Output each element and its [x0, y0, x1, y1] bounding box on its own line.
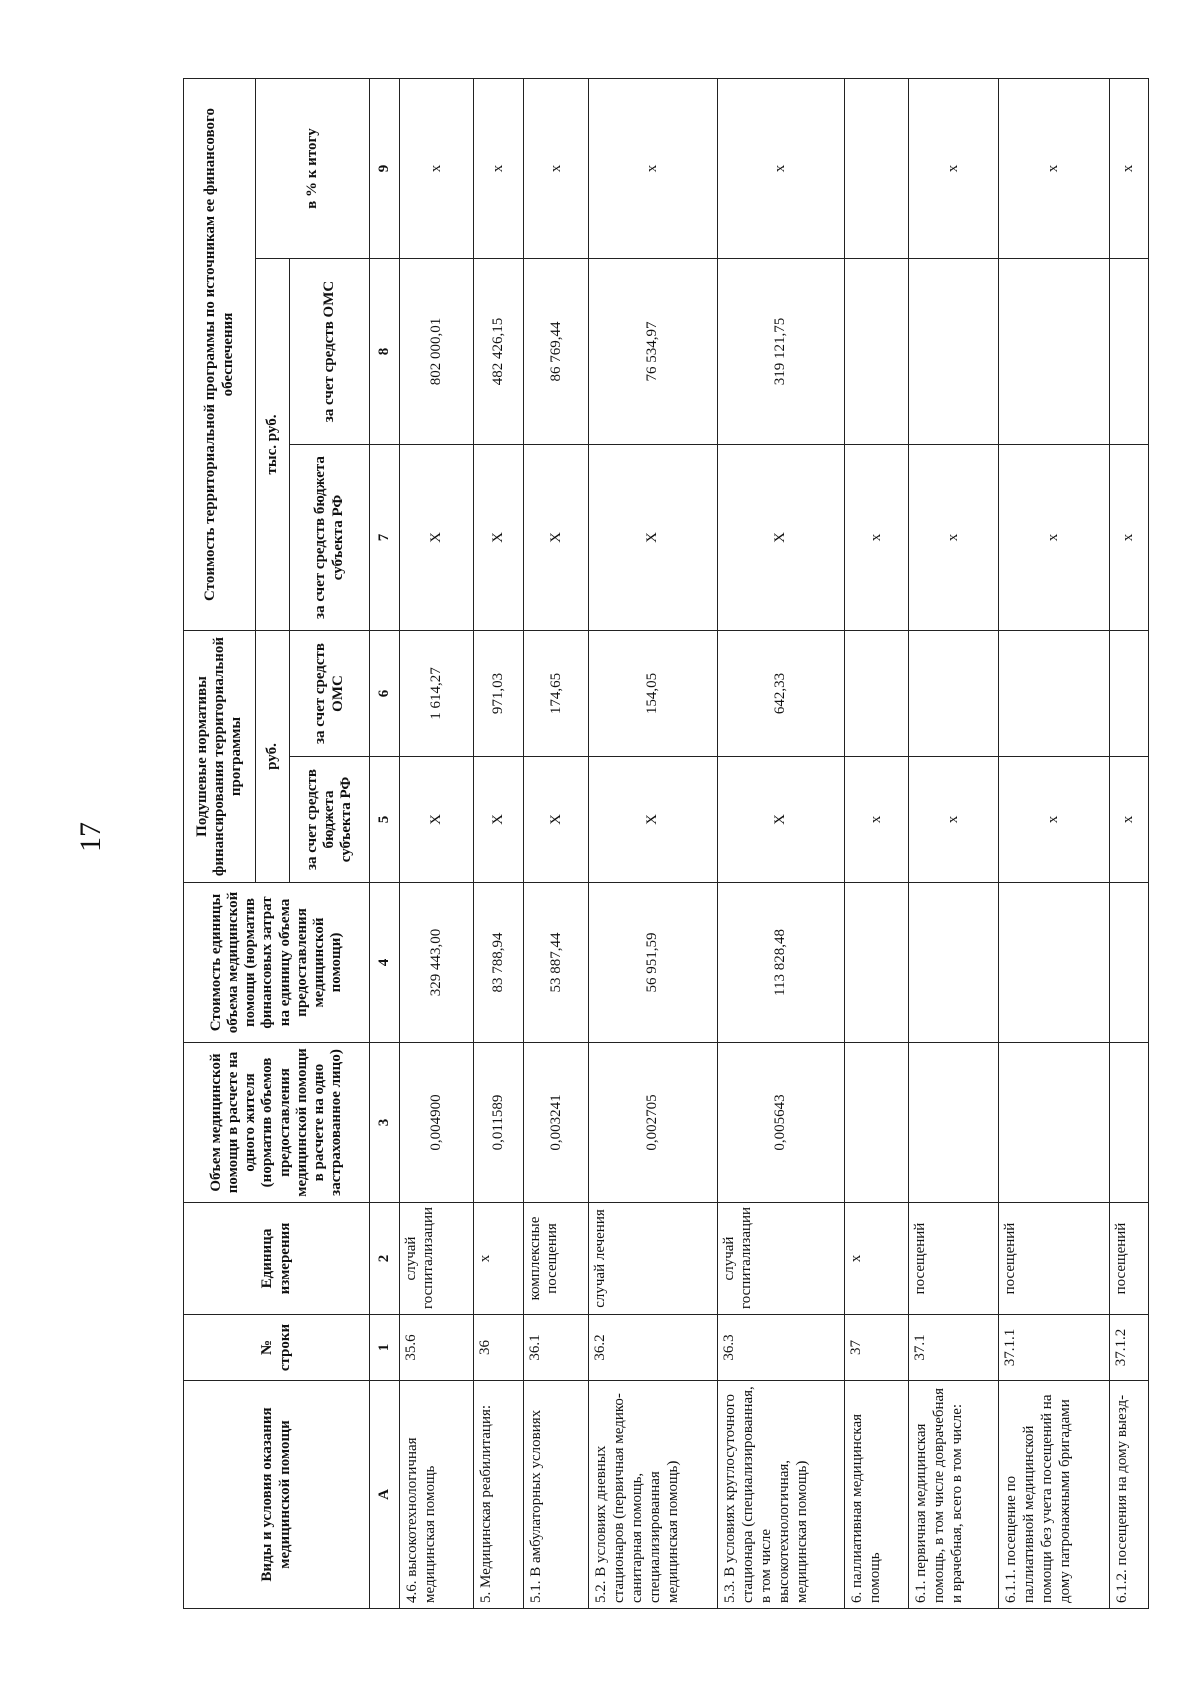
table-cell: 53 887,44 — [524, 883, 589, 1043]
table-cell: 154,05 — [588, 631, 717, 757]
table-cell: посещений — [999, 1203, 1110, 1315]
table-cell: х — [1109, 78, 1148, 258]
table-cell: х — [909, 78, 999, 258]
table-cell: х — [844, 757, 909, 883]
table-cell: 86 769,44 — [524, 259, 589, 445]
header-col-3: Объем медицинской помощи в расчете на одного жителя (норматив объемов предоставления медицинской помощи в расчете на одно застрахованное лицо) — [184, 1043, 370, 1203]
table-cell: Х — [473, 757, 524, 883]
table-cell: х — [909, 757, 999, 883]
table-row — [999, 78, 1110, 1608]
table-cell: 319 121,75 — [717, 259, 844, 445]
table-cell: х — [909, 445, 999, 631]
row-label-cell: 5.1. В амбулаторных условиях — [524, 1381, 589, 1609]
table-cell: комплексные посещения — [524, 1203, 589, 1315]
table-row — [524, 78, 589, 1608]
table-cell: 971,03 — [473, 631, 524, 757]
table-cell: Х — [400, 757, 474, 883]
header-col-2: Единица измерения — [184, 1203, 370, 1315]
table-cell: 36 — [473, 1315, 524, 1381]
table-cell — [1109, 883, 1148, 1043]
table-cell: 0,005643 — [717, 1043, 844, 1203]
table-cell — [999, 883, 1110, 1043]
header-col-5: за счет средств бюджета субъекта РФ — [290, 757, 370, 883]
col-number: 4 — [370, 883, 400, 1043]
col-number: 5 — [370, 757, 400, 883]
table-cell: посещений — [909, 1203, 999, 1315]
col-number: 9 — [370, 78, 400, 258]
table-cell: 482 426,15 — [473, 259, 524, 445]
table-cell: 0,011589 — [473, 1043, 524, 1203]
table-cell: Х — [400, 445, 474, 631]
row-label-cell: 6.1.1. посещение по паллиативной медицинской помощи без учета посещений на дому патронажными бригадами — [999, 1381, 1110, 1609]
table-cell: х — [473, 78, 524, 258]
table-cell: случай госпитализации — [400, 1203, 474, 1315]
row-label-cell: 5.2. В условиях дневных стационаров (первичная медико-санитарная помощь, специализированная медицинская помощь) — [588, 1381, 717, 1609]
table-cell: х — [400, 78, 474, 258]
table-cell: Х — [588, 757, 717, 883]
col-number: 8 — [370, 259, 400, 445]
col-number: 6 — [370, 631, 400, 757]
table-cell: 37.1.2 — [1109, 1315, 1148, 1381]
table-cell — [909, 259, 999, 445]
table-cell — [1109, 1043, 1148, 1203]
table-cell: 1 614,27 — [400, 631, 474, 757]
table-cell: х — [1109, 757, 1148, 883]
table-cell: Х — [473, 445, 524, 631]
table-cell: х — [999, 757, 1110, 883]
table-cell: 36.1 — [524, 1315, 589, 1381]
table-cell — [909, 883, 999, 1043]
table-cell — [1109, 631, 1148, 757]
table-cell: 36.2 — [588, 1315, 717, 1381]
table-cell: Х — [524, 445, 589, 631]
table-cell — [999, 1043, 1110, 1203]
header-unit-7-8: тыс. руб. — [256, 259, 290, 631]
table-cell: 37.1 — [909, 1315, 999, 1381]
table-cell: 83 788,94 — [473, 883, 524, 1043]
col-number: А — [370, 1381, 400, 1609]
col-number: 7 — [370, 445, 400, 631]
table-cell: 76 534,97 — [588, 259, 717, 445]
table-cell: Х — [524, 757, 589, 883]
row-label-cell: 5.3. В условиях круглосуточного стационара (специализированная, в том числе высокотехнологичная, медицинская помощь) — [717, 1381, 844, 1609]
table-cell: 329 443,00 — [400, 883, 474, 1043]
table-row — [473, 78, 524, 1608]
table-row — [588, 78, 717, 1608]
table-cell: случай лечения — [588, 1203, 717, 1315]
table-row — [909, 78, 999, 1608]
table-cell: Х — [717, 757, 844, 883]
table-cell: 35.6 — [400, 1315, 474, 1381]
table-cell — [1109, 259, 1148, 445]
table-cell: 113 828,48 — [717, 883, 844, 1043]
rotated-table-wrapper — [183, 79, 1149, 1609]
header-col-8: за счет средств ОМС — [290, 259, 370, 445]
table-cell: 36.3 — [717, 1315, 844, 1381]
header-group-7-9: Стоимость территориальной программы по источникам ее финансового обеспечения — [184, 78, 256, 630]
table-cell: 0,002705 — [588, 1043, 717, 1203]
table-cell — [844, 883, 909, 1043]
table-cell — [844, 259, 909, 445]
table-row — [844, 78, 909, 1608]
row-label-cell: 5. Медицинская реабилитация: — [473, 1381, 524, 1609]
row-label-cell: 6. паллиативная медицинская помощь — [844, 1381, 909, 1609]
header-group-5-6: Подушевые нормативы финансирования территориальной программы — [184, 631, 256, 883]
header-col-4: Стоимость единицы объема медицинской помощи (норматив финансовых затрат на единицу объема предоставления медицинской помощи) — [184, 883, 370, 1043]
table-cell: 0,003241 — [524, 1043, 589, 1203]
financing-table — [183, 78, 1149, 1609]
page-number: 17 — [74, 822, 107, 852]
table-cell: 37.1.1 — [999, 1315, 1110, 1381]
header-col-1: № строки — [184, 1315, 370, 1381]
row-label-cell: 6.1.2. посещения на дому выезд- — [1109, 1381, 1148, 1609]
table-cell — [999, 259, 1110, 445]
row-label-cell: 6.1. первичная медицинская помощь, в том числе доврачебная и врачебная, всего в том числе: — [909, 1381, 999, 1609]
table-cell: случай госпитализации — [717, 1203, 844, 1315]
table-cell: посещений — [1109, 1203, 1148, 1315]
table-row — [717, 78, 844, 1608]
table-cell: х — [844, 1203, 909, 1315]
table-cell — [844, 631, 909, 757]
table-cell — [844, 1043, 909, 1203]
header-col-9: в % к итогу — [256, 78, 370, 258]
table-cell: х — [999, 78, 1110, 258]
table-cell: Х — [717, 445, 844, 631]
col-number: 2 — [370, 1203, 400, 1315]
table-row — [1109, 78, 1148, 1608]
table-row — [400, 78, 474, 1608]
table-body — [400, 78, 1149, 1608]
col-number: 1 — [370, 1315, 400, 1381]
table-cell: 174,65 — [524, 631, 589, 757]
table-cell — [909, 1043, 999, 1203]
table-cell — [844, 78, 909, 258]
table-cell — [909, 631, 999, 757]
header-col-6: за счет средств ОМС — [290, 631, 370, 757]
table-cell: 56 951,59 — [588, 883, 717, 1043]
table-cell: 0,004900 — [400, 1043, 474, 1203]
table-cell: х — [1109, 445, 1148, 631]
header-col-7: за счет средств бюджета субъекта РФ — [290, 445, 370, 631]
table-cell: х — [717, 78, 844, 258]
table-cell: х — [999, 445, 1110, 631]
header-unit-5-6: руб. — [256, 631, 290, 883]
table-cell: х — [524, 78, 589, 258]
table-cell: 802 000,01 — [400, 259, 474, 445]
col-number: 3 — [370, 1043, 400, 1203]
table-cell: х — [844, 445, 909, 631]
row-label-cell: 4.6. высокотехнологичная медицинская помощь — [400, 1381, 474, 1609]
table-cell: Х — [588, 445, 717, 631]
header-col-a: Виды и условия оказания медицинской помощи — [184, 1381, 370, 1609]
table-cell: 642,33 — [717, 631, 844, 757]
table-cell — [999, 631, 1110, 757]
table-cell: х — [588, 78, 717, 258]
table-cell: 37 — [844, 1315, 909, 1381]
table-cell: х — [473, 1203, 524, 1315]
